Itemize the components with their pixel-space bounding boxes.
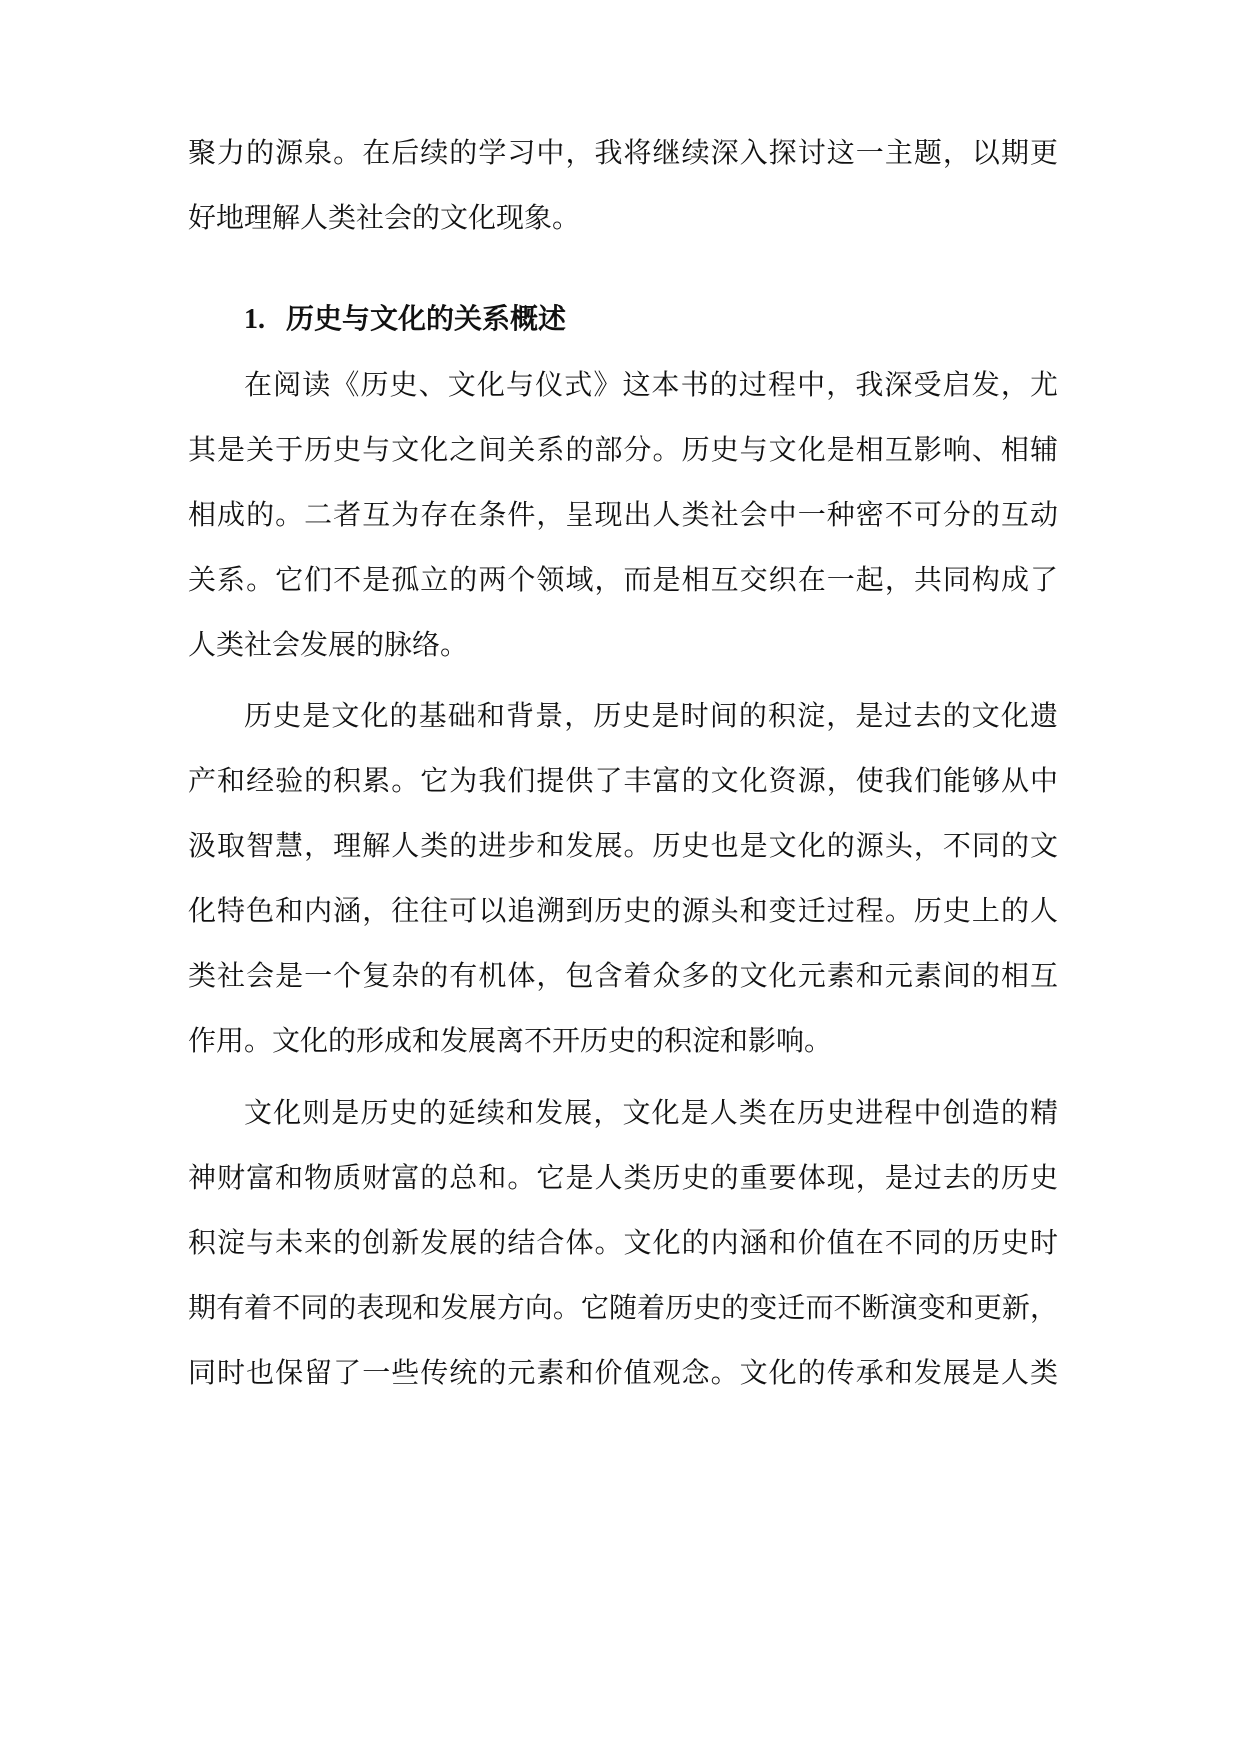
body-paragraph-3: [188, 1080, 1058, 1405]
text-line: 相成的。二者互为存在条件，呈现出人类社会中一种密不可分的互动: [188, 498, 1058, 531]
text-line: 类社会是一个复杂的有机体，包含着众多的文化元素和元素间的相互: [188, 959, 1058, 992]
text-line: 人类社会发展的脉络。: [188, 628, 469, 661]
text-line: 神财富和物质财富的总和。它是人类历史的重要体现，是过去的历史: [188, 1161, 1058, 1194]
text-line: 汲取智慧，理解人类的进步和发展。历史也是文化的源头，不同的文: [188, 829, 1058, 862]
text-line: 化特色和内涵，往往可以追溯到历史的源头和变迁过程。历史上的人: [188, 894, 1058, 927]
section-heading-text: [188, 286, 1058, 352]
text-line: 期有着不同的表现和发展方向。它随着历史的变迁而不断演变和更新，: [188, 1291, 1058, 1324]
section-number: 1.: [244, 304, 265, 335]
text-line: 产和经验的积累。它为我们提供了丰富的文化资源，使我们能够从中: [188, 764, 1058, 797]
text-line: 在阅读《历史、文化与仪式》这本书的过程中，我深受启发，尤: [244, 368, 1058, 401]
text-line: 同时也保留了一些传统的元素和价值观念。文化的传承和发展是人类: [188, 1356, 1058, 1389]
section-heading: [188, 286, 1058, 352]
text-line: 历史是文化的基础和背景，历史是时间的积淀，是过去的文化遗: [244, 699, 1058, 732]
intro-paragraph: [188, 120, 1058, 250]
text-line: 文化则是历史的延续和发展，文化是人类在历史进程中创造的精: [244, 1096, 1058, 1129]
section-title: 历史与文化的关系概述: [286, 302, 567, 335]
text-line: 其是关于历史与文化之间关系的部分。历史与文化是相互影响、相辅: [188, 433, 1058, 466]
text-line: 作用。文化的形成和发展离不开历史的积淀和影响。: [188, 1024, 833, 1057]
text-line: 关系。它们不是孤立的两个领域，而是相互交织在一起，共同构成了: [188, 563, 1058, 596]
text-line: 聚力的源泉。在后续的学习中，我将继续深入探讨这一主题，以期更: [188, 136, 1058, 169]
body-paragraph-1: [188, 352, 1058, 677]
text-line: 好地理解人类社会的文化现象。: [188, 201, 581, 234]
text-line: 积淀与未来的创新发展的结合体。文化的内涵和价值在不同的历史时: [188, 1226, 1058, 1259]
body-paragraph-2: [188, 683, 1058, 1073]
